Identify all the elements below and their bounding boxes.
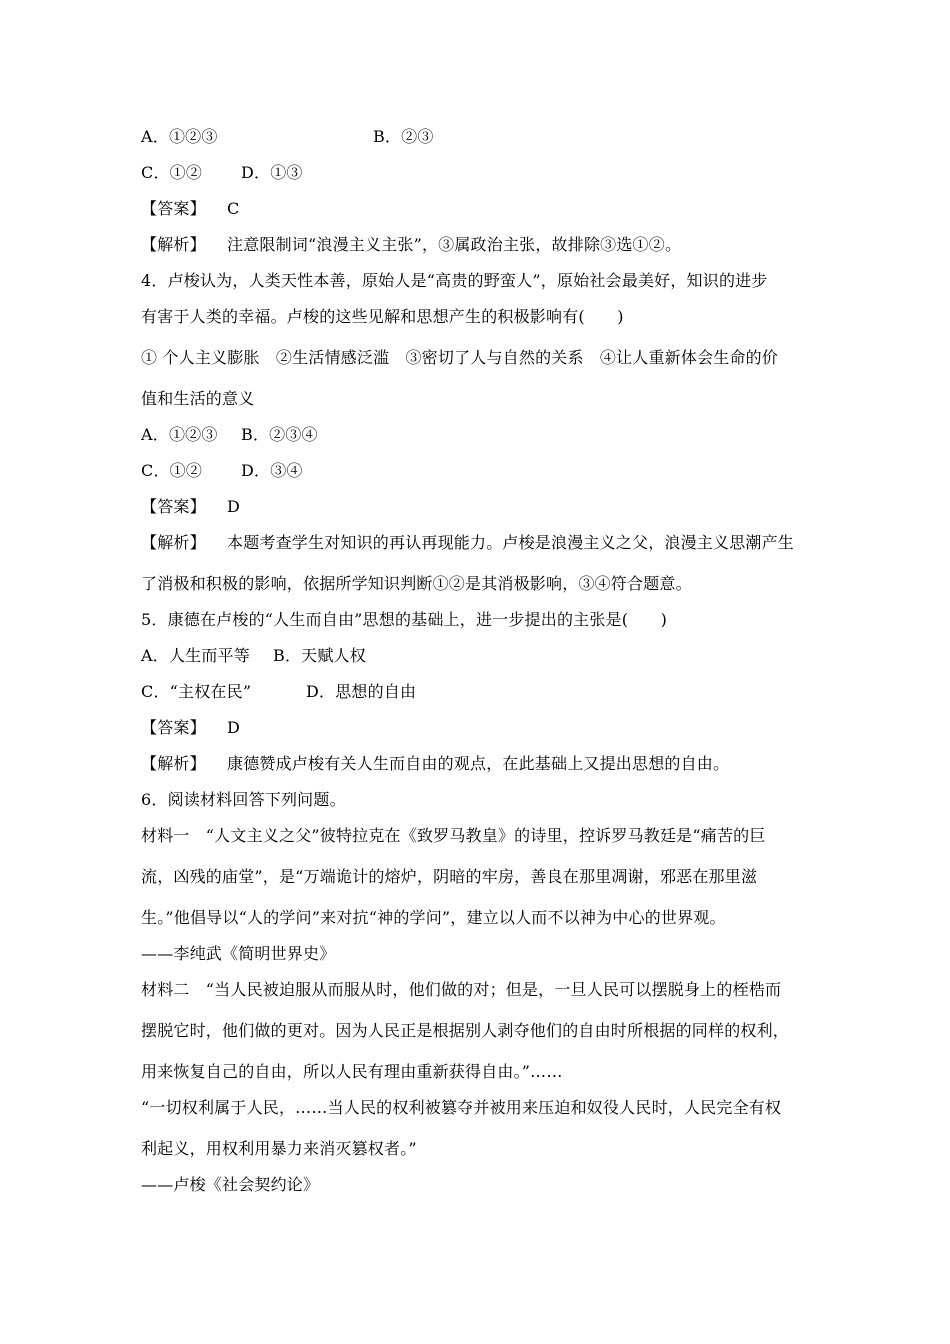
q5-options-cd (141, 674, 816, 710)
q6-material-1-line-3: 生。”他倡导以“人的学问”来对抗“神的学问”，建立以人而不以神为中心的世界观。 (141, 908, 726, 927)
q5-answer (141, 710, 816, 746)
q5-option-d: D．思想的自由 (306, 682, 417, 701)
q4-answer (141, 489, 816, 525)
q4-analysis-line-2: 了消极和积极的影响，依据所学知识判断①②是其消极影响，③④符合题意。 (141, 574, 692, 593)
analysis-text: 注意限制词“浪漫主义主张”，③属政治主张，故排除③选①②。 (227, 235, 682, 254)
q6-material-2-line-2: 摆脱它时，他们做的更对。因为人民正是根据别人剥夺他们的自由时所根据的同样的权利， (141, 1021, 790, 1040)
q4-stem-line-2: 有害于人类的幸福。卢梭的这些见解和思想产生的积极影响有( ) (141, 307, 624, 326)
q6-material-1-line-2: 流，凶残的庙堂”，是“万端诡计的熔炉，阴暗的牢房，善良在那里凋谢，邪恶在那里滋 (141, 867, 758, 886)
q4-items-line-2: 值和生活的意义 (141, 389, 255, 408)
q6-material-1-line-1: 材料一 “人文主义之父”彼特拉克在《致罗马教皇》的诗里，控诉罗马教廷是“痛苦的巨 (141, 826, 766, 845)
answer-value: C (227, 199, 240, 218)
q6-material-2-line-3: 用来恢复自己的自由，所以人民有理由重新获得自由。”…… (141, 1062, 563, 1081)
q3-option-b: B．②③ (373, 127, 434, 146)
analysis-label: 【解析】 (141, 235, 206, 254)
q5-option-c: C．“主权在民” (141, 682, 252, 701)
q3-option-c: C．①② (141, 163, 203, 182)
q4-stem-line-1: 4．卢梭认为，人类天性本善，原始人是“高贵的野蛮人”，原始社会最美好，知识的进步 (141, 271, 768, 290)
q6-material-2-line-5: 利起义，用权利用暴力来消灭篡权者。” (141, 1139, 417, 1158)
q6-material-2-line-1: 材料二 “当人民被迫服从而服从时，他们做的对；但是，一旦人民可以摆脱身上的桎梏而 (141, 980, 782, 999)
q6-stem: 6．阅读材料回答下列问题。 (141, 790, 346, 809)
q3-analysis (141, 227, 816, 263)
q6-material-1-source: ——李纯武《简明世界史》 (141, 944, 336, 963)
q6-material-2-line-4: “一切权利属于人民，……当人民的权利被篡夺并被用来压迫和奴役人民时，人民完全有权 (141, 1098, 782, 1117)
answer-value: D (227, 497, 241, 516)
q4-options-cd (141, 453, 816, 489)
q4-option-a: A．①②③ (141, 425, 218, 444)
q4-options-ab (141, 417, 816, 453)
q3-options-ab (141, 119, 816, 155)
answer-label: 【答案】 (141, 718, 206, 737)
q5-options-ab (141, 638, 816, 674)
q5-option-b: B．天赋人权 (273, 646, 366, 665)
analysis-label: 【解析】 (141, 533, 206, 552)
answer-label: 【答案】 (141, 199, 206, 218)
q5-analysis (141, 746, 816, 782)
q3-option-d: D．①③ (241, 163, 303, 182)
answer-label: 【答案】 (141, 497, 206, 516)
q3-option-a: A．①②③ (141, 127, 218, 146)
q4-items-line-1: ① 个人主义膨胀 ②生活情感泛滥 ③密切了人与自然的关系 ④让人重新体会生命的价 (141, 348, 779, 367)
q4-analysis-line-1 (141, 525, 816, 561)
q3-answer (141, 191, 816, 227)
q4-option-d: D．③④ (241, 461, 303, 480)
analysis-text: 本题考查学生对知识的再认再现能力。卢梭是浪漫主义之父，浪漫主义思潮产生 (227, 533, 795, 552)
analysis-label: 【解析】 (141, 754, 206, 773)
q4-option-b: B．②③④ (241, 425, 318, 444)
analysis-text: 康德赞成卢梭有关人生而自由的观点，在此基础上又提出思想的自由。 (227, 754, 730, 773)
q5-stem: 5．康德在卢梭的“人生而自由”思想的基础上，进一步提出的主张是( ) (141, 610, 668, 629)
q6-material-2-source: ——卢梭《社会契约论》 (141, 1175, 320, 1194)
answer-value: D (227, 718, 241, 737)
q4-option-c: C．①② (141, 461, 203, 480)
q5-option-a: A．人生而平等 (141, 646, 250, 665)
q3-options-cd (141, 155, 816, 191)
